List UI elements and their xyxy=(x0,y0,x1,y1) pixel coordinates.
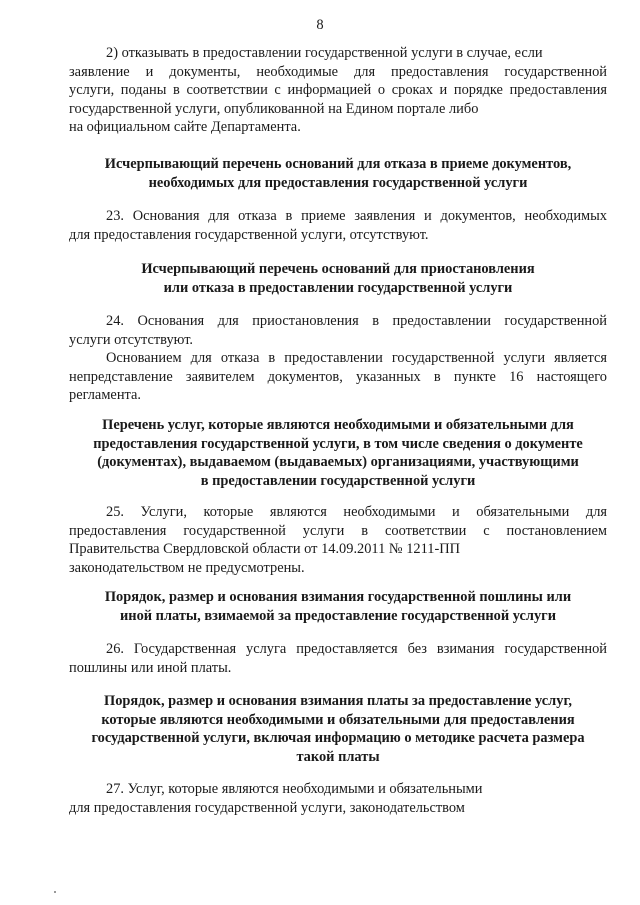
word: 14.09.2011 xyxy=(321,541,386,557)
text-line xyxy=(69,780,607,799)
word: для xyxy=(69,799,91,816)
page-number: 8 xyxy=(316,17,324,33)
word: Правительства xyxy=(69,541,160,557)
text-line xyxy=(69,799,607,818)
heading-line: Порядок, размер и основания взимания платы за предоставление услуг, xyxy=(104,693,572,709)
text-line: законодательством не предусмотрены. xyxy=(69,559,305,576)
section-heading-refusal-documents xyxy=(69,155,607,192)
word: опубликованной xyxy=(223,100,325,117)
word: услуги, xyxy=(175,100,221,117)
heading-line: которые являются необходимыми и обязательными для предоставления xyxy=(101,711,575,728)
word: необходимыми xyxy=(282,781,375,797)
text-line: услуги, поданы в соответствии с информацией о сроках и порядке предоставления xyxy=(69,82,607,98)
word: предоставления xyxy=(93,799,192,816)
heading-line: или отказа в предоставлении государственной услуги xyxy=(163,279,513,296)
word: 27. Услуг, xyxy=(106,781,165,797)
text-line-content: 2) отказывать в предоставлении государственной услуги в случае, если xyxy=(106,45,543,61)
heading-line: Исчерпывающий перечень оснований для приостановления xyxy=(141,261,535,277)
word: на xyxy=(328,100,343,117)
word: портале xyxy=(396,100,446,117)
heading-line: необходимых для предоставления государственной услуги xyxy=(148,174,528,191)
word: Едином xyxy=(345,100,394,117)
word: № 1211-ПП xyxy=(388,541,461,557)
heading-line: Исчерпывающий перечень оснований для отказа в приеме документов, xyxy=(104,156,572,172)
heading-line: Порядок, размер и основания взимания государственной пошлины или xyxy=(104,589,572,605)
heading-line: в предоставлении государственной услуги xyxy=(200,472,476,489)
heading-line: предоставления государственной услуги, в том числе сведения о документе xyxy=(93,435,583,452)
word: законодательством xyxy=(349,799,465,816)
word: от xyxy=(304,541,318,557)
text-line: регламента. xyxy=(69,387,141,403)
paragraph-item-2 xyxy=(69,44,607,137)
text-line xyxy=(69,44,607,63)
section-heading-required-services xyxy=(69,416,607,490)
text-line: непредставление заявителем документов, указанных в пункте 16 настоящего xyxy=(69,368,607,385)
word: и xyxy=(378,781,386,797)
paragraph-24 xyxy=(69,312,607,405)
text-line xyxy=(69,100,607,119)
text-line: предоставления государственной услуги в соответствии с постановлением xyxy=(69,522,607,539)
word: являются xyxy=(221,781,279,797)
text-line: пошлины или иной платы. xyxy=(69,659,232,676)
heading-line: Перечень услуг, которые являются необходимыми и обязательными для xyxy=(102,417,574,433)
text-line: услуги отсутствуют. xyxy=(69,331,194,348)
word: услуги, xyxy=(300,799,347,816)
word: области xyxy=(252,541,301,557)
paragraph-25 xyxy=(69,503,607,577)
text-line: для предоставления государственной услуги, отсутствуют. xyxy=(69,226,429,243)
text-line: 25. Услуги, которые являются необходимыми и обязательными для xyxy=(106,504,607,520)
text-line: заявление и документы, необходимые для предоставления государственной xyxy=(69,63,607,80)
word: либо xyxy=(448,100,479,117)
section-heading-fee-calculation xyxy=(69,692,607,766)
section-heading-state-fee xyxy=(69,588,607,625)
paragraph-27 xyxy=(69,780,607,817)
heading-line: государственной услуги, включая информацию о методике расчета размера xyxy=(91,730,585,746)
text-line: 23. Основания для отказа в приеме заявления и документов, необходимых xyxy=(106,208,607,224)
heading-line: (документах), выдаваемом (выдаваемых) организациями, участвующими xyxy=(97,454,579,470)
text-line: на официальном сайте Департамента. xyxy=(69,119,301,135)
text-line xyxy=(69,540,607,559)
heading-line: иной платы, взимаемой за предоставление государственной услуги xyxy=(119,607,557,624)
heading-line: такой платы xyxy=(296,748,380,765)
text-line: 26. Государственная услуга предоставляется без взимания государственной xyxy=(106,641,607,657)
paragraph-23 xyxy=(69,207,607,244)
text-line: 24. Основания для приостановления в предоставлении государственной xyxy=(106,313,607,329)
word: государственной xyxy=(194,799,298,816)
section-heading-suspension xyxy=(69,260,607,297)
word: Свердловской xyxy=(163,541,249,557)
text-line: Основанием для отказа в предоставлении государственной услуги является xyxy=(106,350,607,366)
word: которые xyxy=(168,781,219,797)
paragraph-26 xyxy=(69,640,607,677)
scan-speck xyxy=(54,891,56,893)
word: государственной xyxy=(69,100,172,117)
word: обязательными xyxy=(389,781,483,797)
